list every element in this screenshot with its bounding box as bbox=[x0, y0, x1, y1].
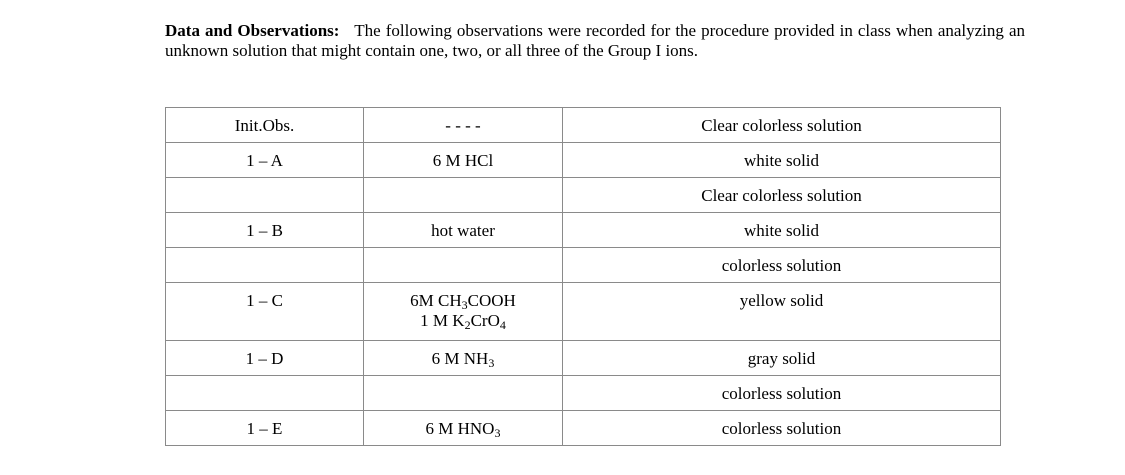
step-cell bbox=[166, 248, 364, 283]
observation-cell: gray solid bbox=[563, 341, 1001, 376]
reagent-line: 6M $CH_3COOH$ bbox=[410, 291, 516, 312]
observation-cell: Clear colorless solution bbox=[563, 108, 1001, 143]
table-row bbox=[166, 213, 1001, 248]
observation-cell: colorless solution bbox=[563, 248, 1001, 283]
step-cell: 1 – C bbox=[166, 283, 364, 341]
reagent-cell: hot water bbox=[364, 213, 563, 248]
reagent-cell: - - - - bbox=[364, 108, 563, 143]
reagent-line: 1 M $K_2CrO_4$ bbox=[420, 311, 506, 332]
step-cell bbox=[166, 178, 364, 213]
intro-paragraph: Data and Observations: The following observations were recorded for the procedure provided in class when analyzing an unknown solution that might contain one, two, or all three of the Group I ions. bbox=[165, 21, 1025, 60]
reagent-cell bbox=[364, 376, 563, 411]
step-cell: 1 – B bbox=[166, 213, 364, 248]
step-cell: 1 – E bbox=[166, 411, 364, 446]
table-row bbox=[166, 411, 1001, 446]
table-row bbox=[166, 248, 1001, 283]
reagent-cell bbox=[364, 283, 563, 341]
observation-cell: Clear colorless solution bbox=[563, 178, 1001, 213]
observation-cell: colorless solution bbox=[563, 376, 1001, 411]
step-cell: 1 – A bbox=[166, 143, 364, 178]
observation-cell: white solid bbox=[563, 213, 1001, 248]
table-row bbox=[166, 143, 1001, 178]
reagent-cell bbox=[364, 248, 563, 283]
observation-cell: colorless solution bbox=[563, 411, 1001, 446]
table-row bbox=[166, 283, 1001, 341]
reagent-cell: 6 M $HNO_3$ bbox=[364, 411, 563, 446]
table-row bbox=[166, 376, 1001, 411]
reagent-cell: 6 M $NH_3$ bbox=[364, 341, 563, 376]
step-cell: 1 – D bbox=[166, 341, 364, 376]
table-row bbox=[166, 108, 1001, 143]
step-cell: Init.Obs. bbox=[166, 108, 364, 143]
intro-text: The following observations were recorded for the procedure provided in class when analyzing an unknown solution that might contain one, two, or all three of the Group I ions. bbox=[165, 21, 1025, 60]
table-row bbox=[166, 341, 1001, 376]
table-row bbox=[166, 178, 1001, 213]
step-cell bbox=[166, 376, 364, 411]
section-heading: Data and Observations bbox=[165, 21, 334, 40]
reagent-cell bbox=[364, 178, 563, 213]
observation-cell: white solid bbox=[563, 143, 1001, 178]
observation-cell: yellow solid bbox=[563, 283, 1001, 341]
observations-table bbox=[165, 107, 1001, 446]
reagent-cell: 6 M HCl bbox=[364, 143, 563, 178]
